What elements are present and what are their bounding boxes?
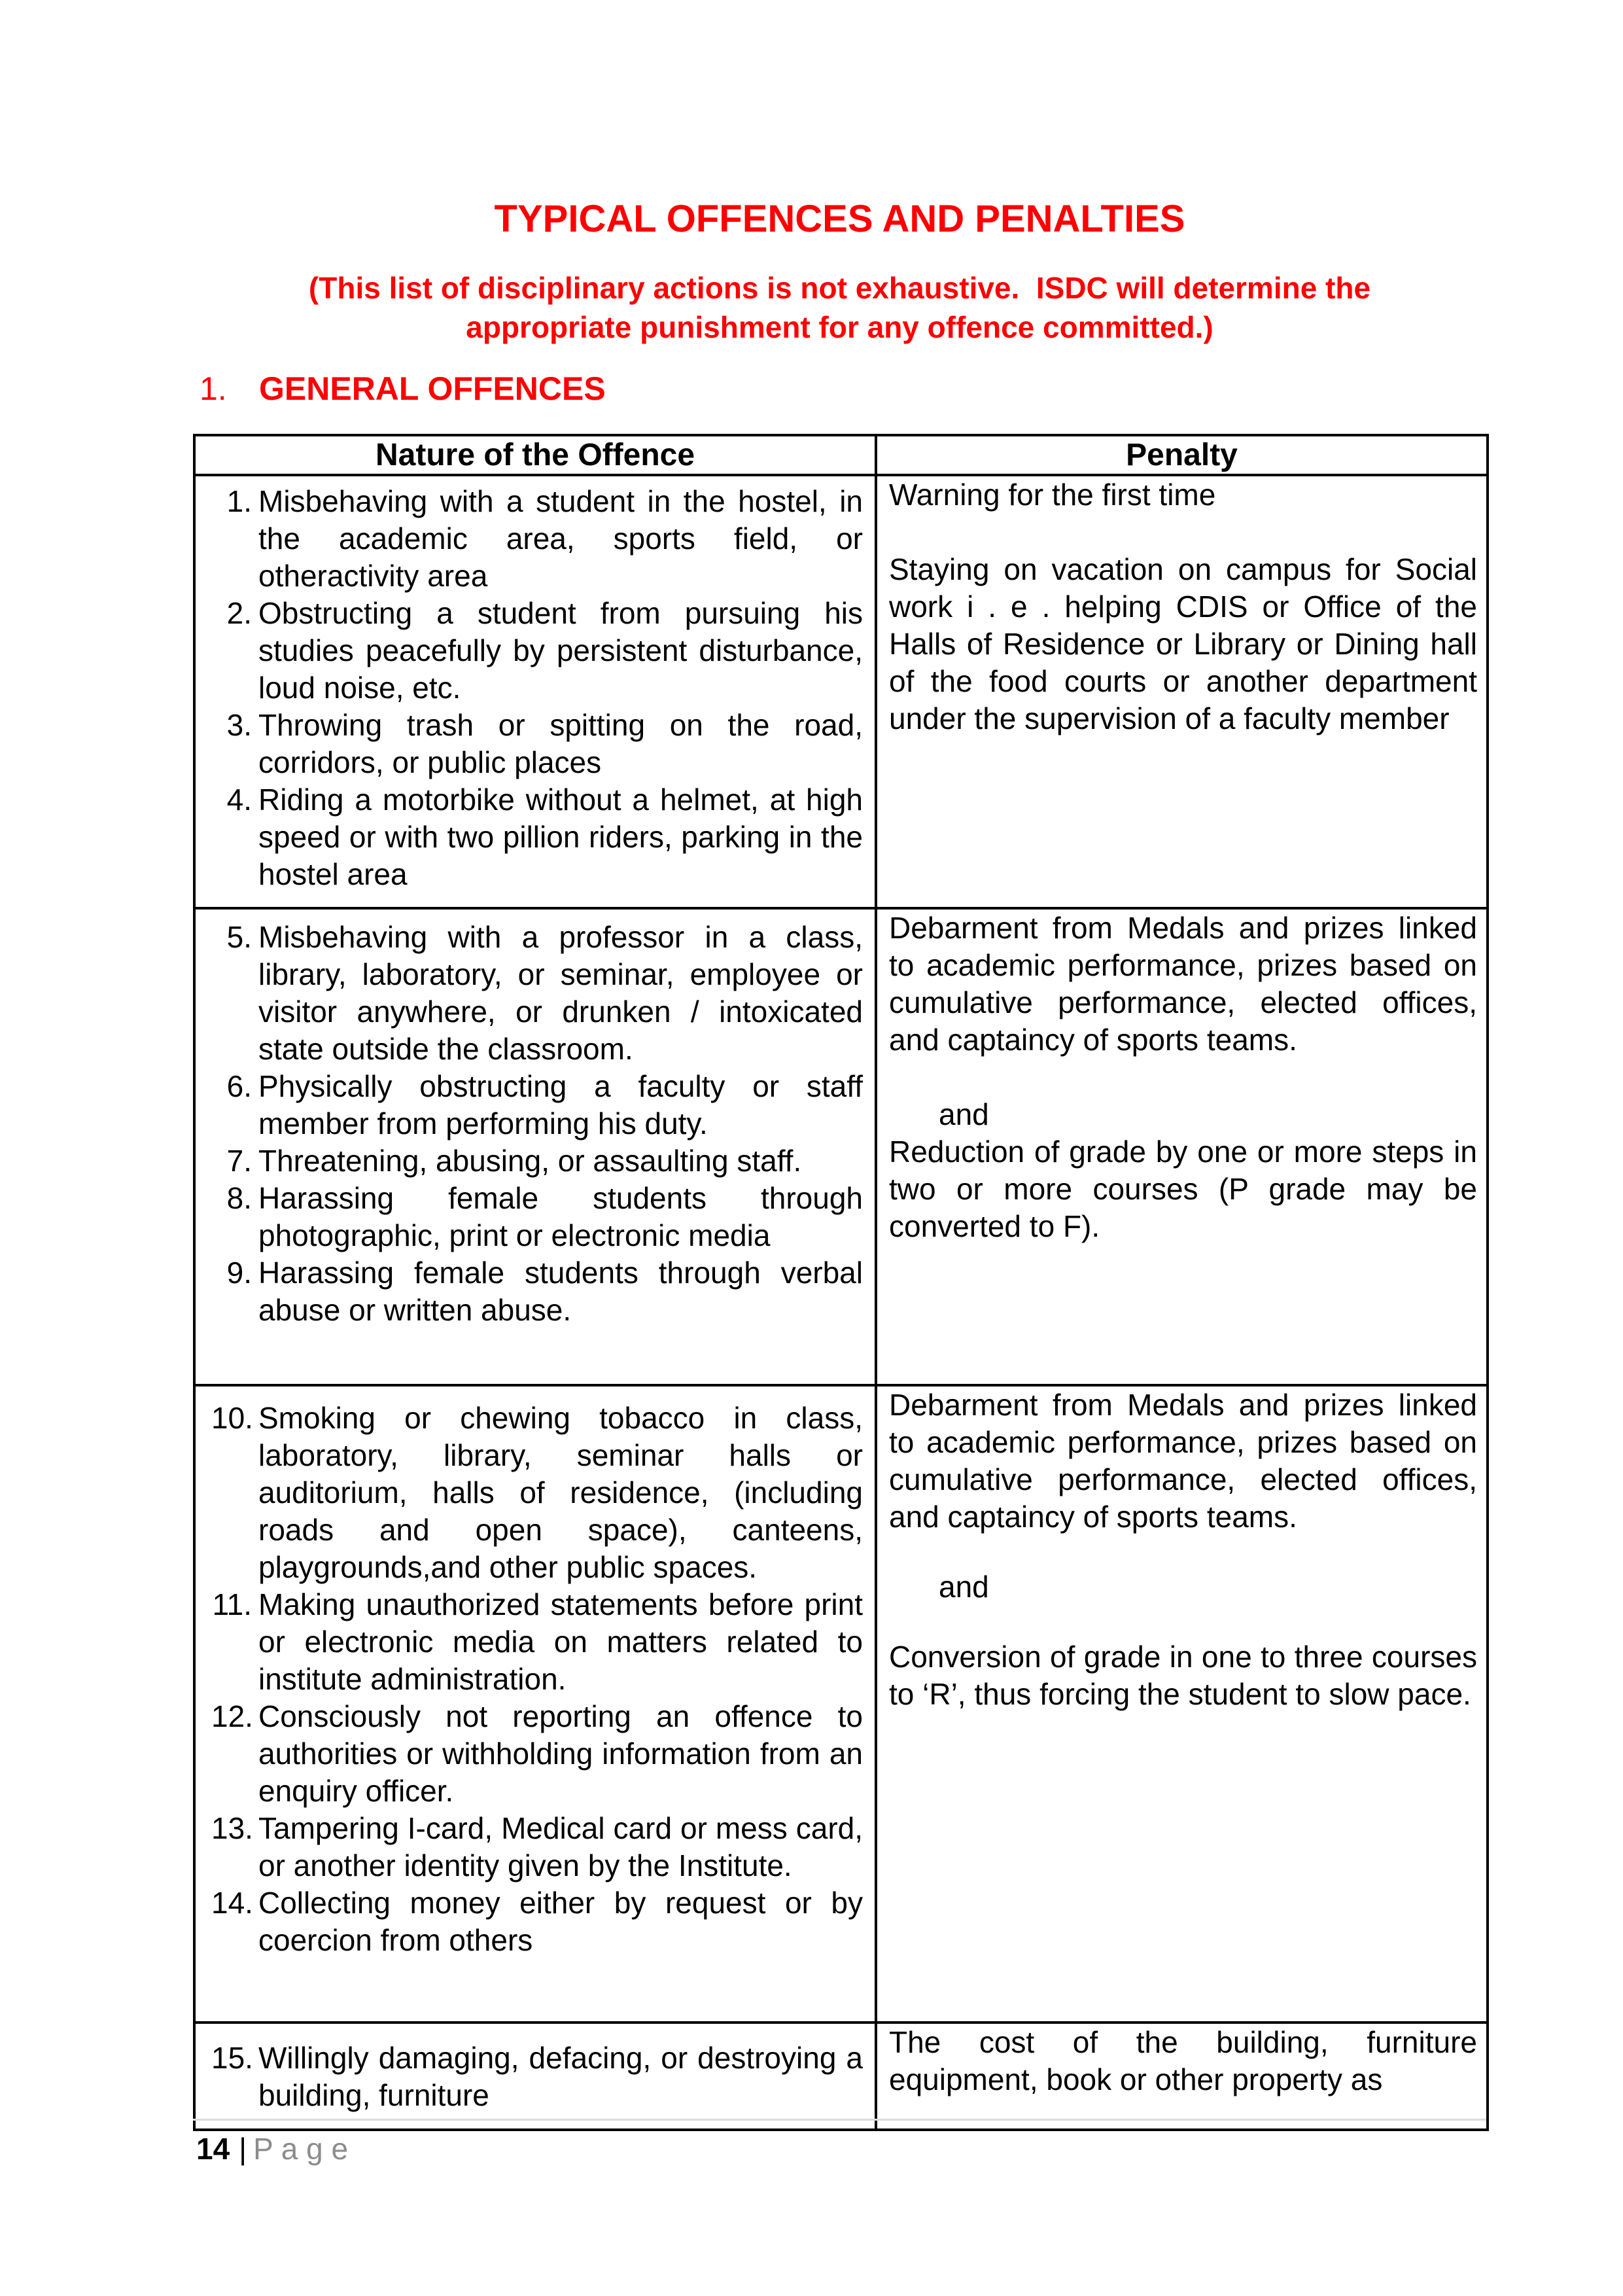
offence-number: 15. <box>211 2041 253 2075</box>
offence-item <box>211 1586 863 1698</box>
footer-page-label: P a g e <box>253 2132 349 2166</box>
offence-item <box>211 1884 863 1959</box>
offence-item <box>211 919 863 1068</box>
offence-item <box>211 781 863 893</box>
offence-text: Collecting money either by request or by coercion from others <box>258 1886 863 1957</box>
offence-item <box>211 1254 863 1329</box>
offence-item <box>211 2040 863 2114</box>
offence-number: 4. <box>226 783 252 817</box>
table-row <box>194 908 1488 1385</box>
offence-text: Willingly damaging, defacing, or destroying a building, furniture <box>258 2041 863 2112</box>
offence-item <box>211 595 863 707</box>
penalty-cell <box>876 475 1488 908</box>
penalty-paragraph: Staying on vacation on campus for Social work i . e . helping CDIS or Office of the Halls of Residence or Library or Dining hall of the food courts or another department under the supervision of a faculty member <box>889 552 1477 735</box>
offence-number: 9. <box>226 1256 252 1290</box>
offence-number: 2. <box>226 596 252 630</box>
table-row <box>194 2022 1488 2130</box>
offence-number: 5. <box>226 920 252 954</box>
offence-number: 7. <box>226 1144 252 1178</box>
offence-item <box>211 1698 863 1810</box>
offence-number: 3. <box>226 708 252 742</box>
penalty-cell <box>876 908 1488 1385</box>
penalty-paragraph: Debarment from Medals and prizes linked to academic performance, prizes based on cumulative performance, elected offices, and captaincy of sports teams. <box>889 1388 1477 1534</box>
footer-divider <box>193 2119 1486 2121</box>
offence-cell <box>194 475 876 908</box>
penalty-paragraph: Reduction of grade by one or more steps in two or more courses (P grade may be converted to F). <box>889 1135 1477 1243</box>
page-subtitle <box>193 268 1486 347</box>
page-number: 14 <box>196 2132 230 2166</box>
offence-text: Riding a motorbike without a helmet, at high speed or with two pillion riders, parking in the hostel area <box>258 783 863 891</box>
offence-cell <box>194 908 876 1385</box>
offence-text: Threatening, abusing, or assaulting staff. <box>258 1144 802 1178</box>
section-title: GENERAL OFFENCES <box>259 370 606 407</box>
offence-text: Physically obstructing a faculty or staff member from performing his duty. <box>258 1069 863 1140</box>
offence-number: 6. <box>226 1069 252 1103</box>
offence-number: 14. <box>211 1886 253 1920</box>
penalty-cell <box>876 2022 1488 2130</box>
offence-text: Making unauthorized statements before print or electronic media on matters related to institute administration. <box>258 1587 863 1696</box>
offence-text: Harassing female students through photographic, print or electronic media <box>258 1181 863 1252</box>
offence-text: Misbehaving with a professor in a class, library, laboratory, or seminar, employee or visitor anywhere, or drunken / intoxicated state outside the classroom. <box>258 920 863 1066</box>
offence-item <box>211 1810 863 1884</box>
offence-text: Misbehaving with a student in the hostel, in the academic area, sports field, or otheractivity area <box>258 484 863 593</box>
penalty-paragraph: Debarment from Medals and prizes linked to academic performance, prizes based on cumulative performance, elected offices, and captaincy of sports teams. <box>889 911 1477 1057</box>
penalty-paragraph: Warning for the first time <box>889 478 1216 512</box>
offence-number: 12. <box>211 1699 253 1733</box>
offence-number: 11. <box>212 1587 252 1621</box>
offence-number: 13. <box>211 1811 253 1845</box>
offence-text: Throwing trash or spitting on the road, corridors, or public places <box>258 708 863 779</box>
page-title: TYPICAL OFFENCES AND PENALTIES <box>494 198 1185 240</box>
offence-text: Tampering I-card, Medical card or mess card, or another identity given by the Institute. <box>258 1811 863 1882</box>
offences-table <box>193 434 1489 2131</box>
penalty-and-label: and <box>939 1570 989 1604</box>
penalty-paragraph: Conversion of grade in one to three courses to ‘R’, thus forcing the student to slow pace. <box>889 1640 1477 1711</box>
section-heading <box>200 369 1486 408</box>
penalty-paragraph: The cost of the building, furniture equipment, book or other property as <box>889 2025 1477 2096</box>
header-nature-of-offence: Nature of the Offence <box>194 435 876 475</box>
table-row <box>194 475 1488 908</box>
offence-item <box>211 1142 863 1180</box>
subtitle-line-1: (This list of disciplinary actions is not exhaustive. ISDC will determine the <box>308 271 1371 305</box>
penalty-cell <box>876 1385 1488 2022</box>
offence-number: 1. <box>226 484 252 518</box>
offence-item <box>211 1180 863 1254</box>
offence-text: Consciously not reporting an offence to authorities or withholding information from an enquiry officer. <box>258 1699 863 1808</box>
page-content <box>193 0 1486 2131</box>
offence-number: 8. <box>226 1181 252 1215</box>
offence-text: Harassing female students through verbal abuse or written abuse. <box>258 1256 863 1327</box>
offence-text: Smoking or chewing tobacco in class, laboratory, library, seminar halls or auditorium, halls of residence, (including roads and open space), canteens, playgrounds,and other public spaces. <box>258 1401 863 1584</box>
page-footer <box>196 2130 348 2168</box>
offence-item <box>211 1400 863 1586</box>
section-number: 1. <box>200 370 227 407</box>
table-row <box>194 1385 1488 2022</box>
header-penalty: Penalty <box>876 435 1488 475</box>
offence-item <box>211 707 863 781</box>
offence-number: 10. <box>211 1401 253 1435</box>
footer-separator: | <box>239 2132 247 2166</box>
offence-cell <box>194 1385 876 2022</box>
offence-cell <box>194 2022 876 2130</box>
table-header-row <box>194 435 1488 475</box>
penalty-and-label: and <box>939 1097 989 1131</box>
subtitle-line-2: appropriate punishment for any offence committed.) <box>466 310 1213 344</box>
offence-item <box>211 1068 863 1142</box>
offence-item <box>211 483 863 595</box>
offence-text: Obstructing a student from pursuing his studies peacefully by persistent disturbance, loud noise, etc. <box>258 596 863 705</box>
